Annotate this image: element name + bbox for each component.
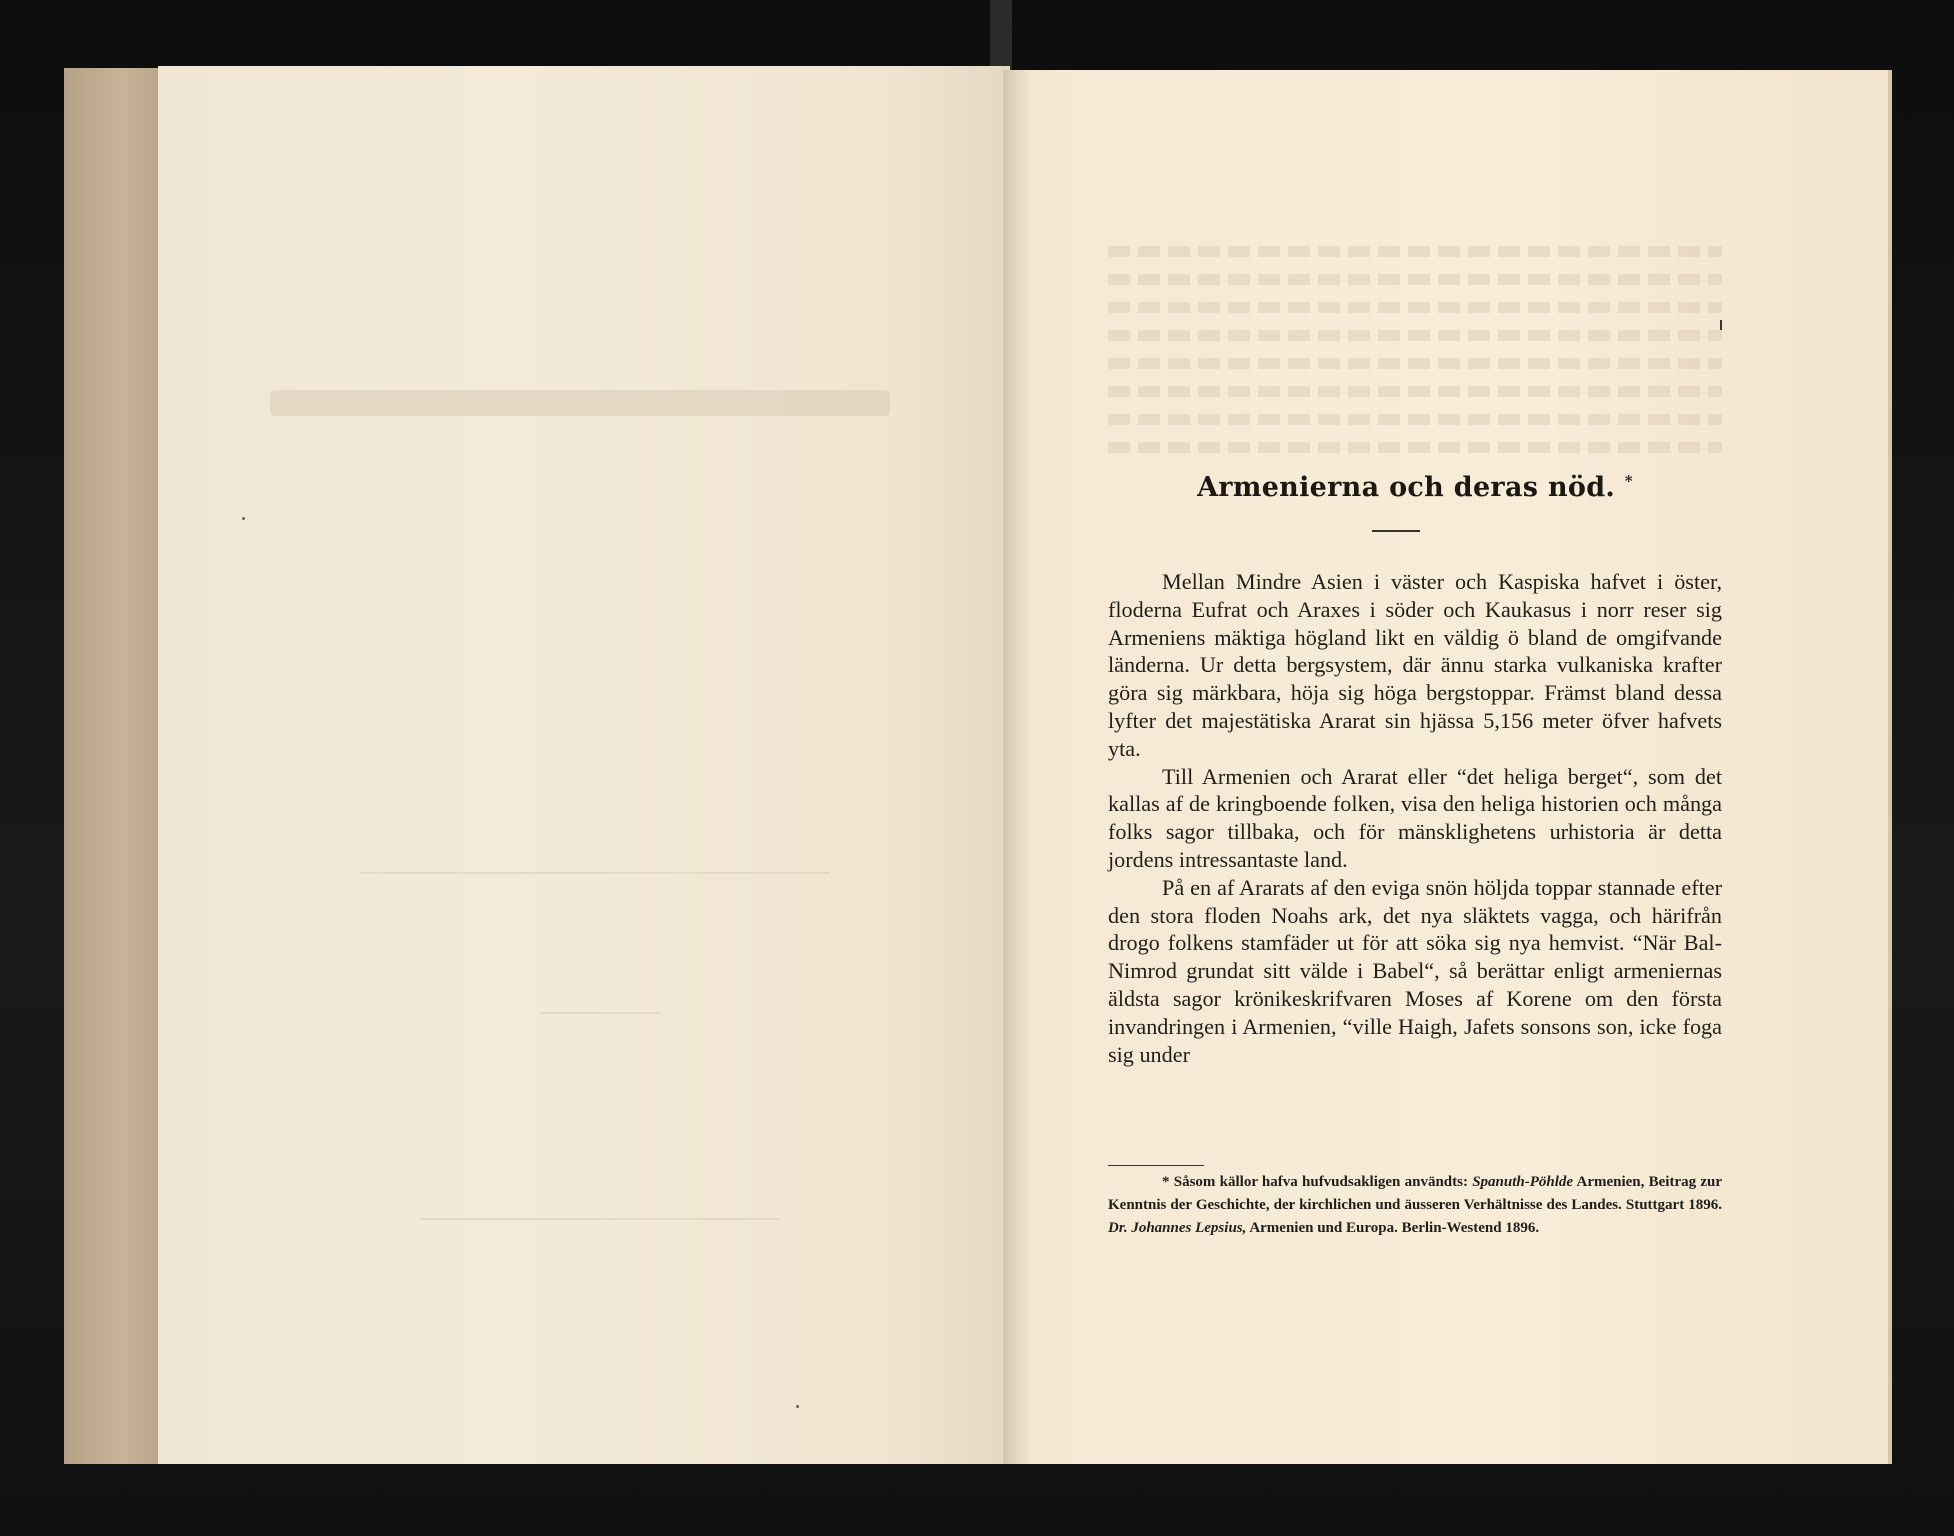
show-through-text <box>1108 246 1722 257</box>
page-title-text: Armenierna och deras nöd. <box>1197 472 1616 503</box>
show-through-text <box>1108 442 1722 453</box>
right-page-gutter-shadow <box>1003 70 1031 1464</box>
footnote-work-1: Armenien, Beitrag zur Kenntnis der Geschichte, der kirchlichen und äusseren Verhältnisse des Landes. Stuttgart 1896. <box>1108 1174 1722 1213</box>
show-through-text <box>1108 414 1722 425</box>
footnote-author-2: Dr. Johannes Lepsius, <box>1108 1220 1247 1236</box>
left-page-edge <box>64 68 162 1464</box>
book-binding-gap <box>990 0 1012 70</box>
body-text <box>1108 568 1722 1068</box>
show-through-text <box>1108 386 1722 397</box>
paragraph-1: Mellan Mindre Asien i väster och Kaspiska hafvet i öster, floderna Eufrat och Araxes i söder och Kaukasus i norr reser sig Armeniens mäktiga högland likt en väldig ö bland de omgifvande länderna. Ur detta bergsystem, där ännu starka vulkaniska krafter göra sig märkbara, höja sig höga bergstoppar. Främst bland dessa lyfter det majestätiska Ararat sin hjässa 5,156 meter öfver hafvets yta. <box>1108 569 1722 761</box>
show-through-smudge <box>250 368 910 438</box>
footnote-rule <box>1108 1165 1204 1166</box>
ghost-line <box>540 1012 660 1014</box>
footnote-work-2: Armenien und Europa. Berlin-Westend 1896. <box>1249 1220 1540 1236</box>
footnote-lead: Såsom källor hafva hufvudsakligen användts: <box>1173 1174 1468 1190</box>
title-footnote-mark: * <box>1624 472 1633 490</box>
paragraph-2: Till Armenien och Ararat eller “det heliga berget“, som det kallas af de kringboende folken, visa den heliga historien och många folks sagor tillbaka, och för mänsklighetens urhistoria är detta jordens intressantaste land. <box>1108 763 1722 872</box>
show-through-text <box>1108 358 1722 369</box>
footnote <box>1108 1171 1722 1240</box>
left-page-show-through <box>250 368 910 454</box>
page-title <box>1100 472 1730 503</box>
stray-mark <box>1720 320 1722 330</box>
footnote-author-1: Spanuth-Pöhlde <box>1472 1174 1574 1190</box>
left-page-blank <box>158 66 1010 1464</box>
ghost-line <box>420 1218 780 1220</box>
paper-speck <box>796 1405 799 1408</box>
show-through-text <box>1108 330 1722 341</box>
paragraph-3: På en af Ararats af den eviga snön höljda toppar stannade efter den stora floden Noahs ark, det nya släktets vagga, och härifrån drogo folkens stamfäder ut för att söka sig nya hemvist. “När BalNimrod grundat sitt välde i Babel“, så berättar enligt armeniernas äldsta sagor krönikeskrifvaren Moses af Korene om den första invandringen i Armenien, “ville Haigh, Jafets sonsons son, icke foga sig under <box>1108 874 1722 1067</box>
show-through-text <box>1108 302 1722 313</box>
paper-speck <box>242 517 245 520</box>
footnote-mark: * <box>1162 1174 1170 1190</box>
ghost-line <box>360 872 830 874</box>
title-rule <box>1372 530 1420 532</box>
show-through-text <box>1108 274 1722 285</box>
